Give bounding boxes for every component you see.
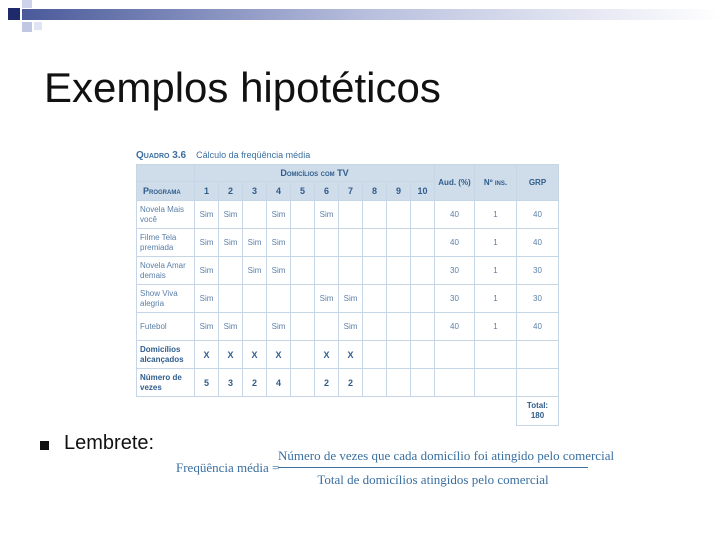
- decorative-header-bar: [0, 0, 720, 40]
- ins-cell: 1: [475, 201, 517, 229]
- table-row-total: [137, 397, 559, 426]
- table-cell: [219, 285, 243, 313]
- table-cell: [219, 257, 243, 285]
- table-cell: Sim: [219, 313, 243, 341]
- header-col-3: 3: [243, 182, 267, 201]
- table-cell: [315, 257, 339, 285]
- table-cell: Sim: [267, 201, 291, 229]
- table-cell: [291, 313, 315, 341]
- table-row: [137, 285, 559, 313]
- table-cell: X: [267, 341, 291, 369]
- header-col-1: 1: [195, 182, 219, 201]
- row-label: Futebol: [137, 313, 195, 341]
- table-cell: [243, 313, 267, 341]
- header-col-6: 6: [315, 182, 339, 201]
- aud-cell: 40: [435, 229, 475, 257]
- table-cell: Sim: [195, 313, 219, 341]
- table-cell: X: [219, 341, 243, 369]
- table-cell: Sim: [219, 201, 243, 229]
- table-cell: Sim: [267, 313, 291, 341]
- table-cell: [411, 257, 435, 285]
- header-col-4: 4: [267, 182, 291, 201]
- ins-cell: 1: [475, 313, 517, 341]
- header-col-10: 10: [411, 182, 435, 201]
- table-cell: [243, 285, 267, 313]
- grp-cell: 40: [517, 229, 559, 257]
- ins-cell: 1: [475, 285, 517, 313]
- table-cell: [315, 313, 339, 341]
- header-grp: GRP: [517, 165, 559, 201]
- formula-numerator: Número de vezes que cada domicílio foi atingido pelo comercial: [278, 448, 615, 463]
- table-cell: [291, 257, 315, 285]
- table-cell: [363, 285, 387, 313]
- table-cell: [411, 285, 435, 313]
- table-cell: [291, 201, 315, 229]
- table-cell: Sim: [339, 285, 363, 313]
- table-cell: [291, 369, 315, 397]
- table-cell: Sim: [195, 257, 219, 285]
- table-cell: [363, 369, 387, 397]
- row-label: Filme Tela premiada: [137, 229, 195, 257]
- table-cell: [363, 341, 387, 369]
- row-label: Show Viva alegria: [137, 285, 195, 313]
- table-row: [137, 313, 559, 341]
- table-row-alcancados: [137, 341, 559, 369]
- table-cell: [387, 341, 411, 369]
- grp-cell: 40: [517, 201, 559, 229]
- table-cell: 5: [195, 369, 219, 397]
- table-cell: Sim: [267, 257, 291, 285]
- table-cell: [411, 201, 435, 229]
- empty-cell: [435, 341, 475, 369]
- row-label-vezes: Número de vezes: [137, 369, 195, 397]
- header-corner: [137, 165, 195, 182]
- table-cell: [315, 229, 339, 257]
- header-programa: Programa: [137, 182, 195, 201]
- grp-cell: 40: [517, 313, 559, 341]
- header-ins: Nº ins.: [475, 165, 517, 201]
- header-col-7: 7: [339, 182, 363, 201]
- blank-cell: [137, 397, 517, 426]
- table-cell: [411, 341, 435, 369]
- quadro-caption: Cálculo da freqüência média: [196, 150, 311, 160]
- slide-title: Exemplos hipotéticos: [44, 64, 441, 111]
- table-cell: Sim: [315, 201, 339, 229]
- aud-cell: 40: [435, 313, 475, 341]
- grp-cell: 30: [517, 257, 559, 285]
- table-cell: [363, 313, 387, 341]
- table-cell: [267, 285, 291, 313]
- header-col-8: 8: [363, 182, 387, 201]
- table-row: [137, 257, 559, 285]
- table-cell: Sim: [243, 257, 267, 285]
- row-label-alcancados: Domicílios alcançados: [137, 341, 195, 369]
- empty-cell: [435, 369, 475, 397]
- table-cell: [363, 201, 387, 229]
- table-cell: [387, 257, 411, 285]
- table-cell: [387, 313, 411, 341]
- table-cell: X: [315, 341, 339, 369]
- table-cell: [339, 229, 363, 257]
- table-row: [137, 201, 559, 229]
- table-cell: [387, 229, 411, 257]
- empty-cell: [517, 341, 559, 369]
- table-cell: Sim: [243, 229, 267, 257]
- table-cell: [291, 341, 315, 369]
- ins-cell: 1: [475, 257, 517, 285]
- table-row: [137, 229, 559, 257]
- formula-denominator: Total de domicílios atingidos pelo comercial: [317, 472, 549, 487]
- quadro-label: Quadro 3.6: [136, 150, 187, 161]
- table-cell: [387, 285, 411, 313]
- table-cell: [339, 257, 363, 285]
- table-row-vezes: [137, 369, 559, 397]
- empty-cell: [517, 369, 559, 397]
- table-cell: 2: [243, 369, 267, 397]
- table-cell: [387, 369, 411, 397]
- header-domicilios: Domicílios com TV: [195, 165, 435, 182]
- table-cell: [243, 201, 267, 229]
- table-cell: [339, 201, 363, 229]
- aud-cell: 30: [435, 285, 475, 313]
- table-cell: [411, 229, 435, 257]
- table-cell: Sim: [195, 229, 219, 257]
- table-cell: [363, 229, 387, 257]
- table-cell: X: [339, 341, 363, 369]
- table-cell: Sim: [339, 313, 363, 341]
- formula-fraction: [278, 448, 615, 488]
- lembrete-label: Lembrete:: [64, 432, 155, 454]
- total-value: 180: [530, 411, 545, 420]
- table-cell: 4: [267, 369, 291, 397]
- bullet-icon: [40, 441, 49, 450]
- aud-cell: 40: [435, 201, 475, 229]
- row-label: Novela Mais você: [137, 201, 195, 229]
- row-label: Novela Amar demais: [137, 257, 195, 285]
- header-col-2: 2: [219, 182, 243, 201]
- table-cell: Sim: [195, 201, 219, 229]
- table-cell: [291, 229, 315, 257]
- grp-cell: 30: [517, 285, 559, 313]
- table-cell: [387, 201, 411, 229]
- table-cell: [411, 313, 435, 341]
- table-cell: X: [195, 341, 219, 369]
- table-cell: 3: [219, 369, 243, 397]
- header-aud: Aud. (%): [435, 165, 475, 201]
- ins-cell: 1: [475, 229, 517, 257]
- table-caption: [136, 150, 310, 161]
- empty-cell: [475, 369, 517, 397]
- header-col-5: 5: [291, 182, 315, 201]
- table-cell: [411, 369, 435, 397]
- table-cell: Sim: [195, 285, 219, 313]
- table-cell: Sim: [315, 285, 339, 313]
- formula-lhs: Freqüência média =: [176, 460, 280, 475]
- empty-cell: [475, 341, 517, 369]
- table-cell: Sim: [219, 229, 243, 257]
- aud-cell: 30: [435, 257, 475, 285]
- table-cell: 2: [315, 369, 339, 397]
- table-cell: Sim: [267, 229, 291, 257]
- fraction-bar: [278, 467, 588, 468]
- header-col-9: 9: [387, 182, 411, 201]
- frequency-table: [136, 164, 559, 426]
- table-cell: X: [243, 341, 267, 369]
- table-cell: [291, 285, 315, 313]
- table-cell: [363, 257, 387, 285]
- total-cell: [517, 397, 559, 426]
- total-label: Total:: [526, 401, 549, 410]
- table-cell: 2: [339, 369, 363, 397]
